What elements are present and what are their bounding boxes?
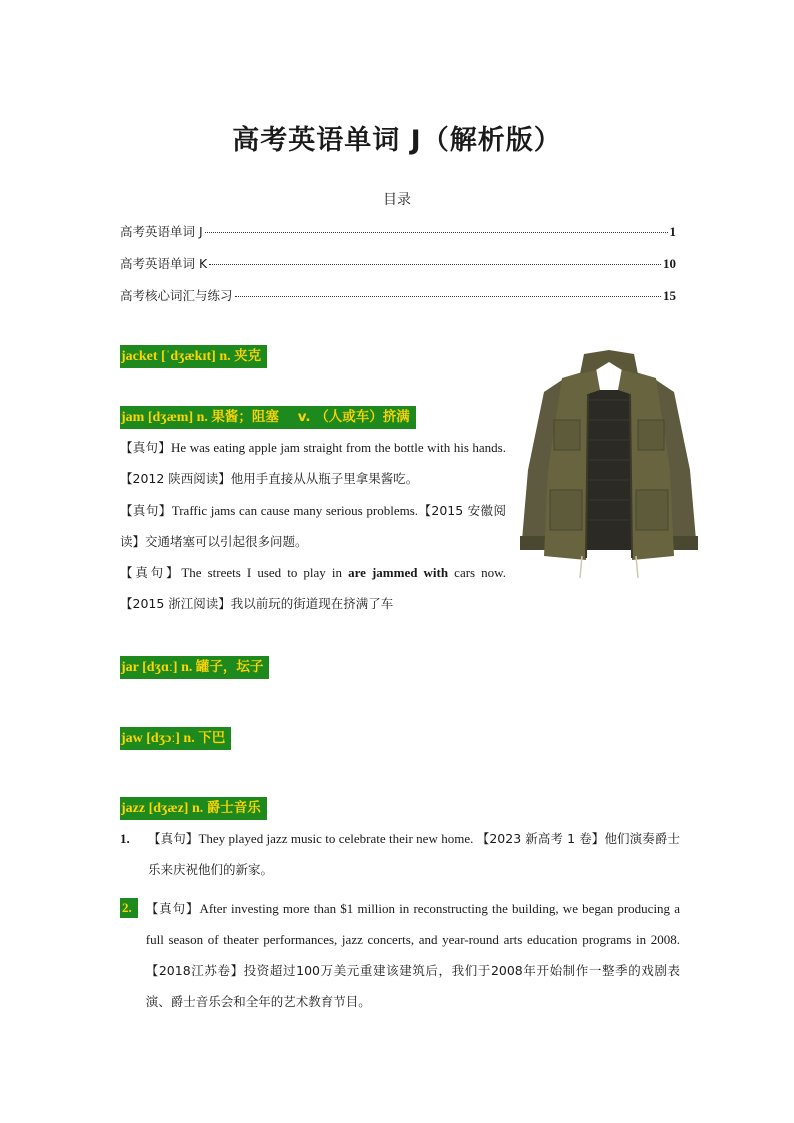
jacket-photo (514, 350, 704, 582)
example-chinese: 投资超过100万美元重建该建筑后，我们于2008年开始制作一整季的戏剧表演、爵士音乐会和全年的艺术教育节目。 (145, 963, 681, 1009)
headword-meaning: 罐子，坛子 (195, 659, 264, 675)
headword-jazz (120, 797, 267, 820)
headword-jam (120, 406, 416, 429)
example-tag: 【真句】 (145, 901, 200, 916)
toc-leader-dots (235, 296, 661, 297)
toc-entry-label: 高考核心词汇与练习 (120, 288, 233, 303)
headword-text: jacket [ˈdʒækɪt] n. (121, 349, 235, 364)
list-number: 1. (120, 831, 130, 846)
headword-text: jar [dʒɑː] n. (121, 660, 196, 675)
toc-entry-page: 10 (663, 256, 676, 271)
toc-entry-page: 15 (663, 288, 676, 303)
example-source: 【2018江苏卷】 (145, 963, 244, 978)
example-english: cars now. (448, 565, 506, 580)
toc-heading: 目录 (383, 192, 411, 208)
headword-text: jazz [dʒæz] n. (121, 801, 207, 816)
toc-entry[interactable] (120, 286, 676, 304)
toc-entry[interactable] (120, 222, 676, 240)
headword-meaning: 爵士音乐 (206, 800, 261, 816)
example-source: 【2015 安徽阅读】 (120, 503, 506, 549)
headword-meaning: 夹克 (234, 348, 262, 364)
toc-leader-dots (209, 264, 661, 265)
example-source: 【2015 浙江阅读】 (120, 596, 231, 611)
example-tag: 【真句】 (120, 440, 172, 455)
example-chinese: 他用手直接从从瓶子里拿果酱吃。 (230, 471, 419, 486)
list-item (120, 823, 680, 885)
example-english: He was eating apple jam straight from the bottle with his hands. (171, 440, 506, 455)
example-source: 【2023 新高考 1 卷】 (476, 831, 605, 846)
example-english: Traffic jams can cause many serious problems. (171, 503, 419, 518)
example-tag: 【真句】 (120, 503, 172, 518)
toc-entry-page: 1 (669, 224, 676, 239)
toc-leader-dots (205, 232, 668, 233)
list-number: 2. (120, 898, 138, 918)
headword-jacket (120, 345, 267, 368)
headword-text: jam [dʒæm] n. (121, 410, 212, 425)
example-jam-3 (120, 557, 506, 619)
headword-meaning: 果酱；阻塞 v. （人或车）挤满 (211, 409, 410, 425)
example-english: The streets I used to play in (181, 565, 349, 580)
list-item (120, 893, 680, 1017)
example-english: After investing more than $1 million in reconstructing the building, we began producing a full season of theater performances, jazz concerts, and year-round arts education programs in 2008. (145, 901, 680, 947)
example-english: They played jazz music to celebrate their new home. (198, 831, 477, 846)
example-jam-1 (120, 432, 506, 494)
headword-meaning: 下巴 (198, 730, 226, 746)
document-title: 高考英语单词 J（解析版） (232, 125, 562, 156)
example-source: 【2012 陕西阅读】 (120, 471, 231, 486)
example-chinese: 交通堵塞可以引起很多问题。 (145, 534, 308, 549)
toc-entry-label: 高考英语单词 J (120, 224, 203, 239)
example-jam-2 (120, 495, 506, 557)
example-tag: 【真句】 (148, 831, 199, 846)
headword-jaw (120, 727, 231, 750)
headword-text: jaw [dʒɔː] n. (121, 731, 199, 746)
example-chinese: 他们演奏爵士乐来庆祝他们的新家。 (148, 831, 681, 877)
example-highlight: are jammed with (348, 565, 449, 580)
jazz-example-list (120, 823, 680, 1017)
headword-jar (120, 656, 269, 679)
toc-entry-label: 高考英语单词 K (120, 256, 208, 271)
example-tag: 【真句】 (120, 565, 182, 580)
toc-entry[interactable] (120, 254, 676, 272)
example-chinese: 我以前玩的街道现在挤满了车 (230, 596, 394, 611)
